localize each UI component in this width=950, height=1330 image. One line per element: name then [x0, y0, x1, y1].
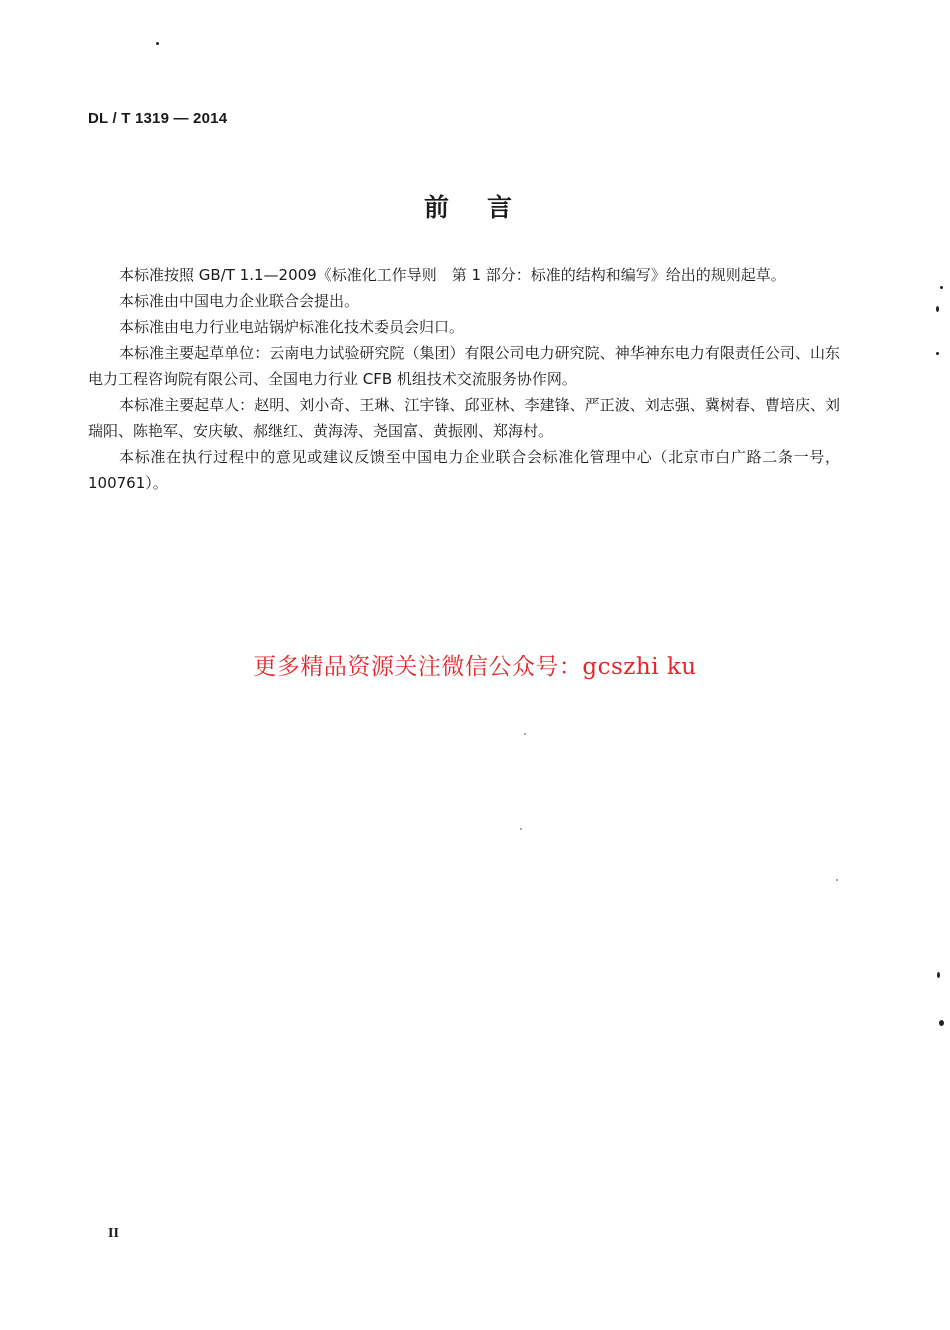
scan-speck [524, 733, 526, 735]
paragraph-committee: 本标准由电力行业电站锅炉标准化技术委员会归口。 [119, 318, 465, 336]
paragraph-drafters: 本标准主要起草人：赵明、刘小奇、王琳、江宇锋、邱亚林、李建锋、严正波、刘志强、冀树春、曹培庆、刘瑞阳、陈艳军、安庆敏、郝继红、黄海涛、尧国富、黄振刚、郑海村。 [88, 396, 840, 440]
scan-speck [937, 972, 940, 978]
scan-speck [936, 306, 939, 312]
scan-speck [939, 1020, 944, 1026]
page-number: II [108, 1226, 119, 1241]
scan-speck [940, 286, 943, 289]
paragraph-proposer: 本标准由中国电力企业联合会提出。 [119, 292, 360, 310]
preface-body [88, 262, 840, 496]
standard-number: DL / T 1319 — 2014 [88, 110, 228, 127]
paragraph-feedback: 本标准在执行过程中的意见或建议反馈至中国电力企业联合会标准化管理中心（北京市白广路二条一号，100761）。 [88, 448, 840, 492]
watermark-text: 更多精品资源关注微信公众号：gcszhi ku [253, 654, 697, 680]
scan-speck [836, 879, 838, 881]
scan-speck [520, 828, 522, 830]
paragraph-drafting-units: 本标准主要起草单位：云南电力试验研究院（集团）有限公司电力研究院、神华神东电力有限责任公司、山东电力工程咨询院有限公司、全国电力行业 CFB 机组技术交流服务协作网。 [88, 344, 840, 388]
paragraph-drafting-rules: 本标准按照 GB/T 1.1—2009《标准化工作导则 第 1 部分：标准的结构和编写》给出的规则起草。 [119, 266, 786, 284]
scan-speck [156, 42, 159, 45]
page-title: 前言 [423, 193, 550, 222]
scan-speck [936, 352, 939, 355]
